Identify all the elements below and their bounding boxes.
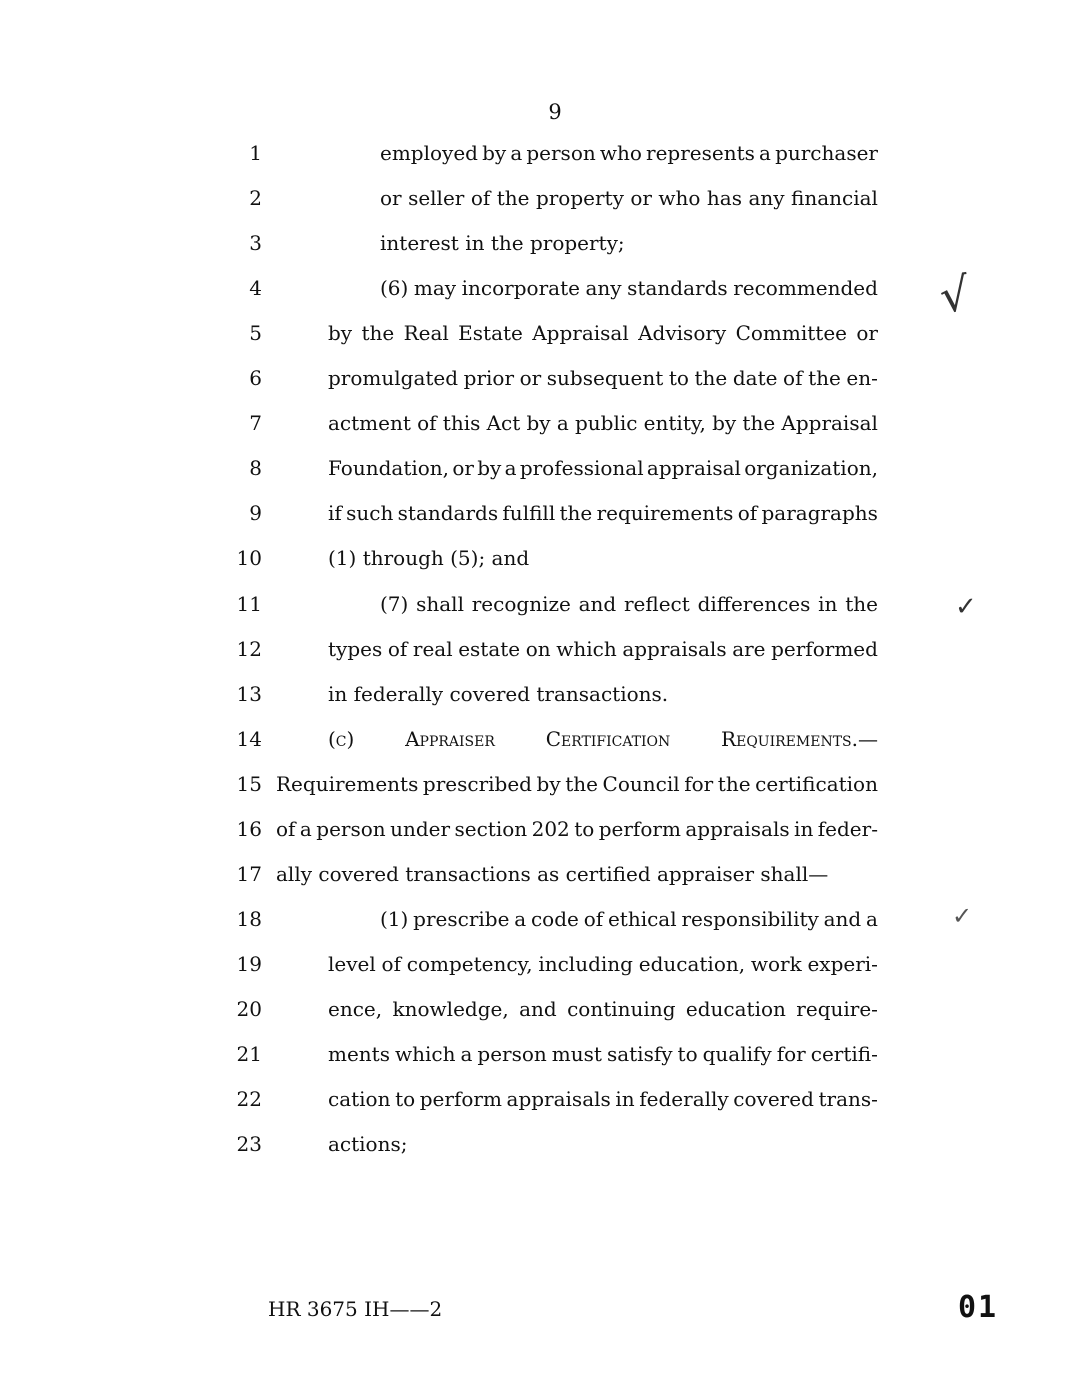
line-text: employed by a person who represents a purchaser — [380, 141, 878, 165]
text-line — [0, 904, 1072, 934]
line-text: actment of this Act by a public entity, by the Appraisal — [328, 411, 878, 436]
text-line — [0, 183, 1072, 213]
line-number: 18 — [236, 906, 262, 931]
page-number: 9 — [548, 100, 562, 124]
line-text: Foundation, or by a professional appraisal organization, — [328, 456, 878, 481]
line-number: 23 — [236, 1132, 262, 1157]
line-number: 1 — [249, 141, 262, 165]
text-line — [0, 408, 1072, 438]
line-number: 19 — [236, 951, 262, 976]
line-number: 12 — [236, 636, 262, 661]
line-text: types of real estate on which appraisals are performed — [328, 636, 878, 661]
margin-check-mark: √ — [936, 266, 973, 324]
text-line — [0, 1039, 1072, 1069]
line-text: (1) prescribe a code of ethical responsibility and a — [380, 906, 878, 931]
line-text: ments which a person must satisfy to qualify for certifi- — [328, 1042, 878, 1066]
line-text: (7) shall recognize and reflect differences in the — [380, 591, 878, 616]
text-line — [0, 138, 1072, 168]
text-line — [0, 498, 1072, 528]
line-text: promulgated prior or subsequent to the date of the en- — [328, 366, 878, 391]
text-line — [0, 814, 1072, 844]
text-line — [0, 543, 1072, 573]
bill-identifier: HR 3675 IH——2 — [268, 1297, 443, 1321]
line-text: cation to perform appraisals in federally covered trans- — [328, 1087, 878, 1112]
line-text: if such standards fulfill the requirements of paragraphs — [328, 501, 878, 526]
line-number: 16 — [236, 816, 262, 841]
line-text: ally covered transactions as certified appraiser shall— — [276, 861, 829, 886]
line-text: ence, knowledge, and continuing education require- — [328, 996, 878, 1021]
text-line — [0, 589, 1072, 619]
line-number: 4 — [249, 276, 262, 301]
line-text: actions; — [328, 1132, 408, 1157]
text-line — [0, 453, 1072, 483]
margin-check-mark: ✓ — [952, 902, 973, 930]
line-text: Requirements prescribed by the Council for the certification — [276, 771, 878, 796]
text-line — [0, 949, 1072, 979]
line-number: 22 — [236, 1087, 262, 1112]
line-number: 10 — [236, 546, 262, 571]
line-text: (c) Appraiser Certification Requirements.— — [328, 726, 878, 751]
line-number: 5 — [249, 321, 262, 346]
line-text: interest in the property; — [380, 231, 625, 256]
line-number: 11 — [236, 591, 262, 616]
text-line — [0, 994, 1072, 1024]
page-stamp: 01 — [958, 1290, 999, 1325]
line-number: 20 — [236, 996, 262, 1021]
line-number: 2 — [249, 186, 262, 211]
text-line — [0, 724, 1072, 754]
margin-check-mark: ✓ — [955, 592, 977, 622]
line-number: 8 — [249, 456, 262, 481]
line-number: 21 — [236, 1042, 262, 1066]
line-number: 3 — [249, 231, 262, 256]
line-number: 7 — [249, 411, 262, 436]
text-line — [0, 273, 1072, 303]
line-text: by the Real Estate Appraisal Advisory Committee or — [328, 321, 878, 346]
line-number: 17 — [236, 861, 262, 886]
line-text: or seller of the property or who has any financial — [380, 186, 878, 211]
line-text: (6) may incorporate any standards recommended — [380, 276, 878, 301]
text-line — [0, 769, 1072, 799]
line-text: in federally covered transactions. — [328, 681, 669, 706]
line-number: 13 — [236, 681, 262, 706]
line-text: of a person under section 202 to perform appraisals in feder- — [276, 816, 878, 841]
line-number: 15 — [236, 771, 262, 796]
text-line — [0, 859, 1072, 889]
line-number: 6 — [249, 366, 262, 391]
line-number: 9 — [249, 501, 262, 526]
text-line — [0, 363, 1072, 393]
text-line — [0, 1129, 1072, 1159]
text-line — [0, 228, 1072, 258]
line-number: 14 — [236, 726, 262, 751]
text-line — [0, 318, 1072, 348]
text-line — [0, 634, 1072, 664]
line-text: level of competency, including education, work experi- — [328, 951, 878, 976]
line-text: (1) through (5); and — [328, 546, 530, 571]
text-line — [0, 1084, 1072, 1114]
text-line — [0, 679, 1072, 709]
